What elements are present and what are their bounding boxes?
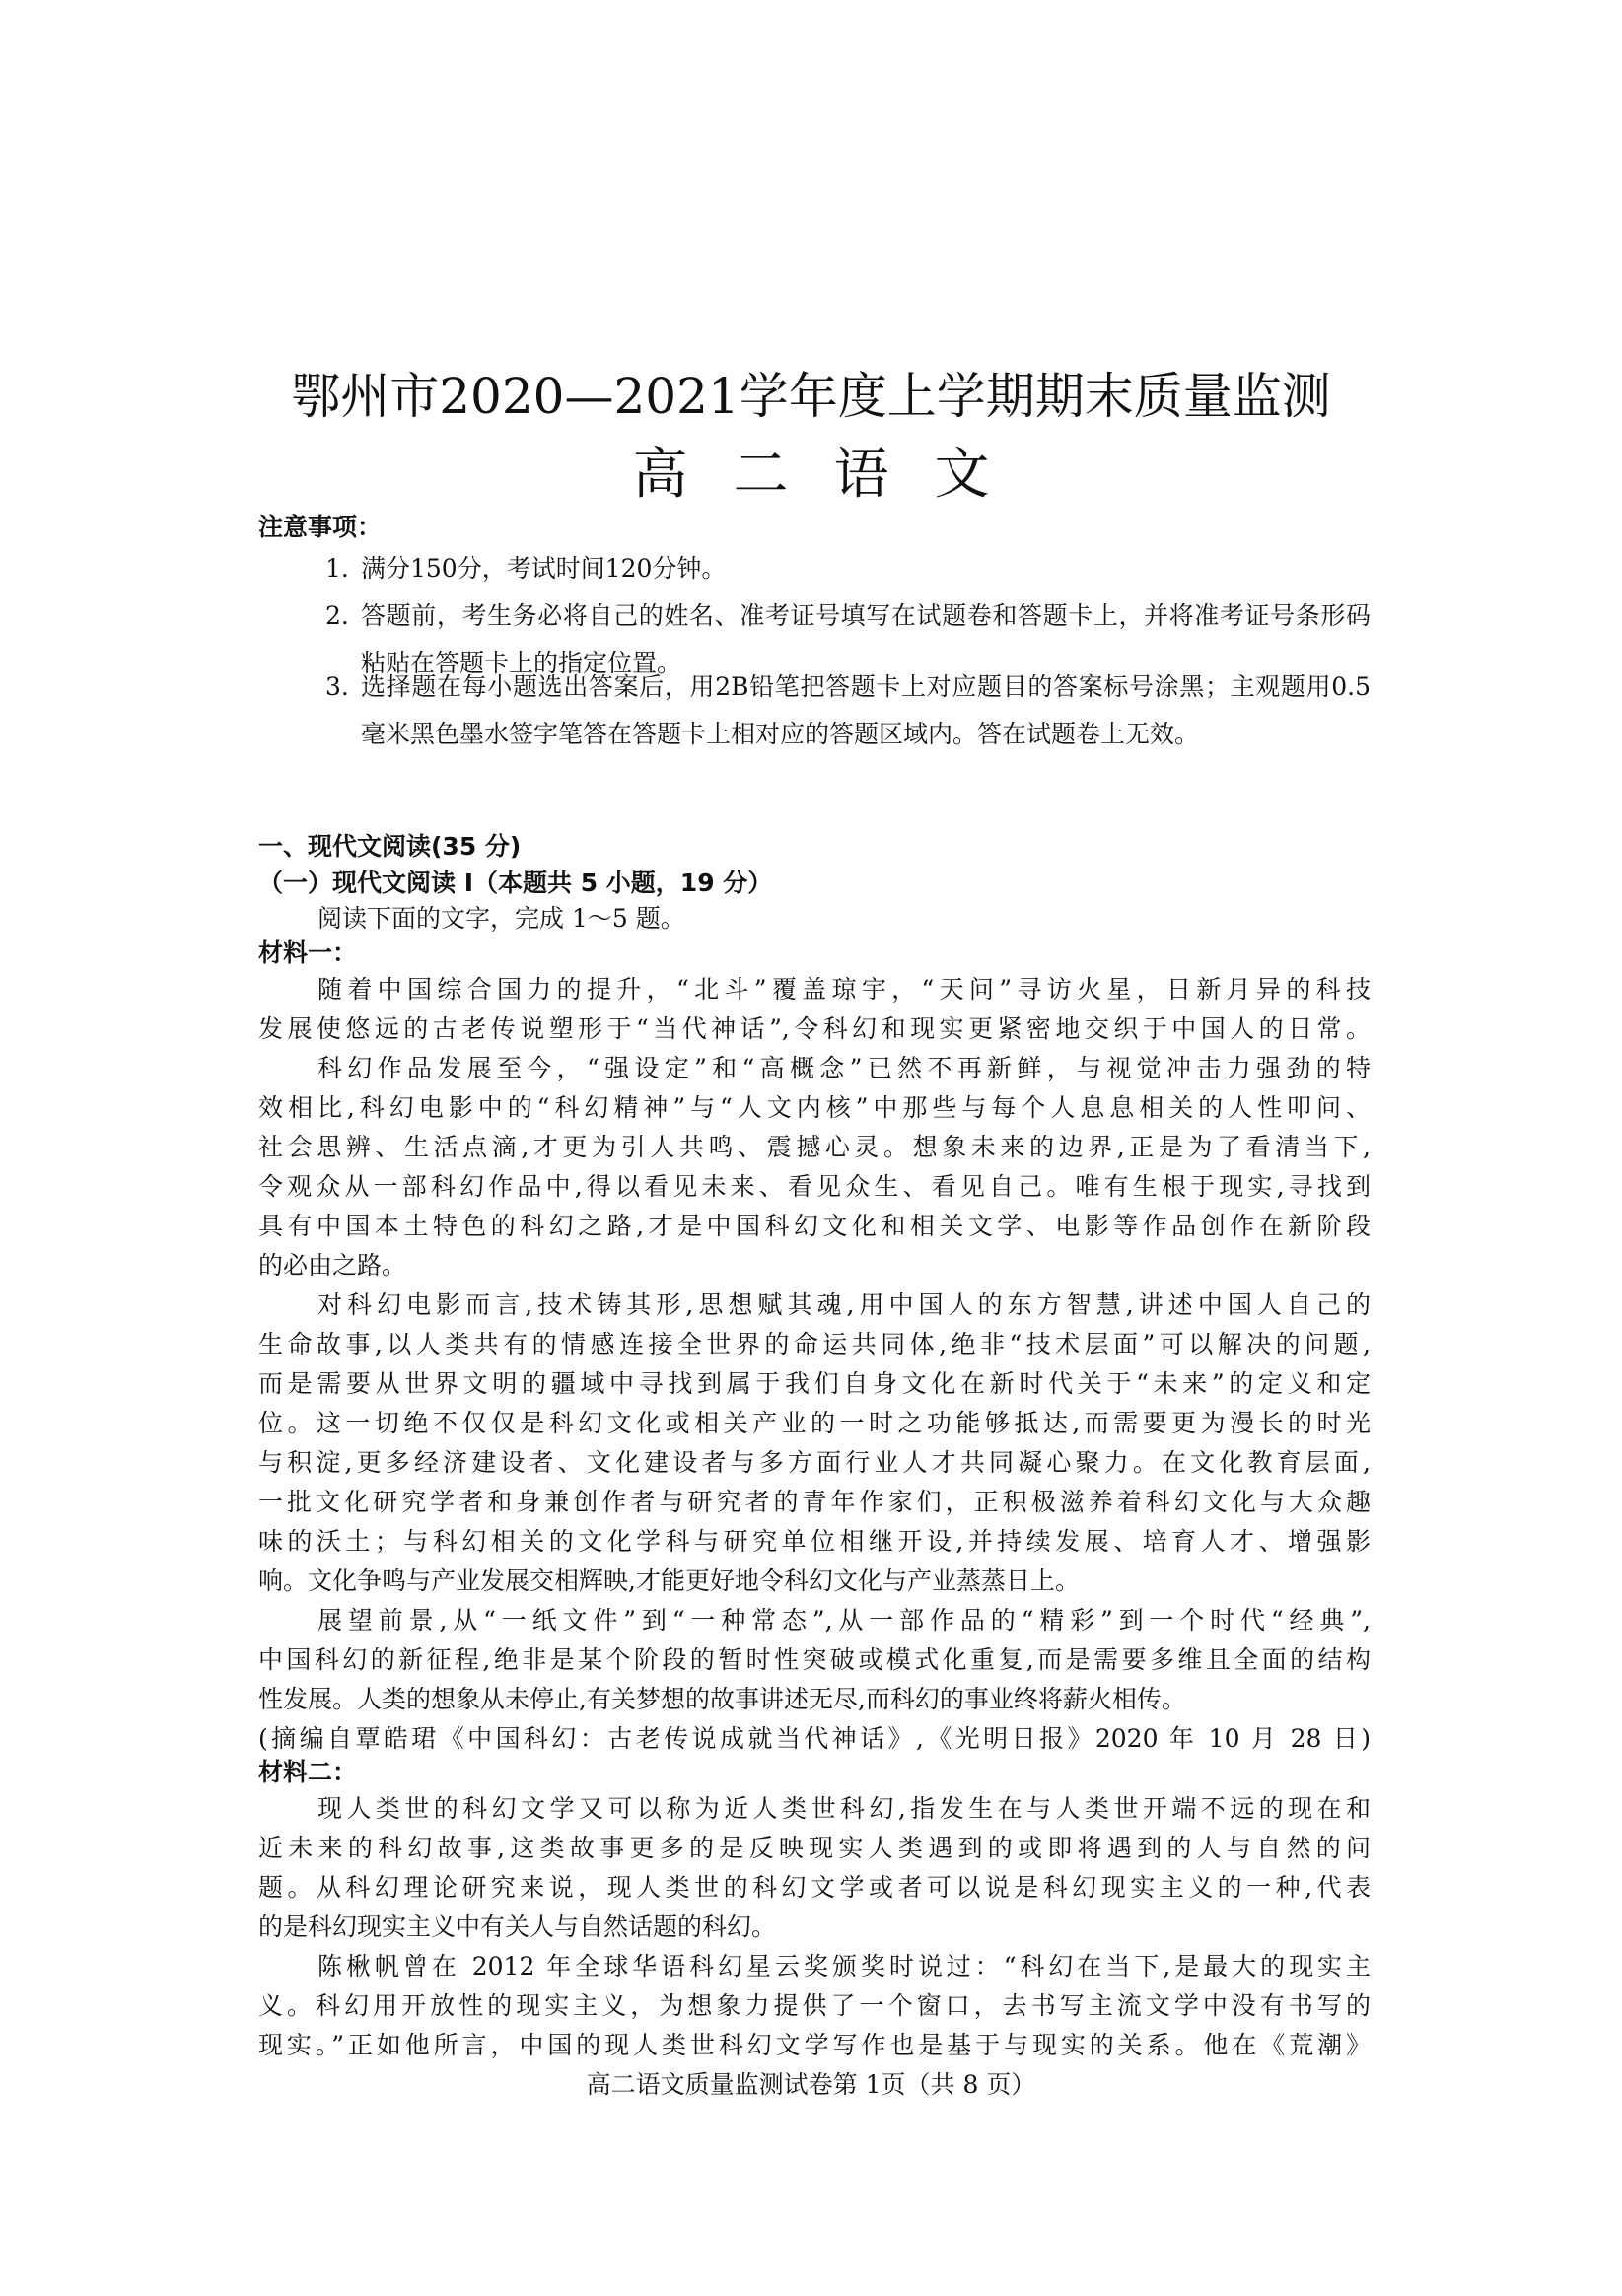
text-line: 令观众从一部科幻作品中,得以看见未来、看见众生、看见自己。唯有生根于现实,寻找到: [258, 1172, 1371, 1201]
notice-item: [325, 663, 1371, 758]
text-line: 味的沃土；与科幻相关的文化学科与研究单位相继开设,并持续发展、培育人才、增强影: [258, 1527, 1371, 1556]
material2-heading: 材料二：: [258, 1758, 358, 1786]
text-line: 与积淀,更多经济建设者、文化建设者与多方面行业人才共同凝心聚力。在文化教育层面,: [258, 1448, 1371, 1477]
text-line: 响。文化争鸣与产业发展交相辉映,才能更好地令科幻文化与产业蒸蒸日上。: [258, 1566, 1080, 1595]
text-line: 中国科幻的新征程,绝非是某个阶段的暂时性突破或模式化重复,而是需要多维且全面的结构: [258, 1645, 1371, 1674]
text-line: 现人类世的科幻文学又可以称为近人类世科幻,指发生在与人类世开端不远的现在和: [317, 1794, 1371, 1823]
text-line: 位。这一切绝不仅仅是科幻文化或相关产业的一时之功能够抵达,而需要更为漫长的时光: [258, 1409, 1371, 1437]
notice-item-number: 1.: [325, 554, 349, 583]
section-instruction: 阅读下面的文字，完成 1～5 题。: [317, 904, 685, 933]
text-line: 对科幻电影而言,技术铸其形,思想赋其魂,用中国人的东方智慧,讲述中国人自己的: [317, 1290, 1371, 1319]
text-line: 效相比,科幻电影中的“科幻精神”与“人文内核”中那些与每个人息息相关的人性叩问、: [258, 1093, 1371, 1122]
text-line: 随着中国综合国力的提升，“北斗”覆盖琼宇，“天问”寻访火星，日新月异的科技: [317, 975, 1371, 1004]
text-line: 义。科幻用开放性的现实主义，为想象力提供了一个窗口，去书写主流文学中没有书写的: [258, 1991, 1371, 2020]
text-line: 科幻作品发展至今，“强设定”和“高概念”已然不再新鲜，与视觉冲击力强劲的特: [317, 1054, 1371, 1082]
text-line: 社会思辨、生活点滴,才更为引人共鸣、震撼心灵。想象未来的边界,正是为了看清当下,: [258, 1133, 1371, 1161]
section-heading: 一、现代文阅读(35 分): [258, 832, 522, 861]
text-line: 题。从科幻理论研究来说，现人类世的科幻文学或者可以说是科幻现实主义的一种,代表: [258, 1873, 1371, 1902]
text-line: 而是需要从世界文明的疆域中寻找到属于我们自身文化在新时代关于“未来”的定义和定: [258, 1369, 1371, 1398]
page-footer: 高二语文质量监测试卷第 1页（共 8 页）: [586, 2070, 1036, 2099]
text-line: 生命故事,以人类共有的情感连接全世界的命运共同体,绝非“技术层面”可以解决的问题,: [258, 1330, 1371, 1358]
exam-subject: 高二语文: [632, 443, 1035, 507]
notice-heading: 注意事项：: [258, 513, 383, 541]
text-line: 的必由之路。: [258, 1251, 407, 1280]
text-line: 展望前景,从“一纸文件”到“一种常态”,从一部作品的“精彩”到一个时代“经典”,: [317, 1606, 1371, 1635]
text-line: 发展使悠远的古老传说塑形于“当代神话”,令科幻和现实更紧密地交织于中国人的日常。: [258, 1014, 1371, 1043]
material1-heading: 材料一：: [258, 939, 358, 967]
notice-item-text: 满分150分，考试时间120分钟。: [361, 554, 727, 583]
notice-item-number: 3.: [325, 672, 349, 701]
notice-item-text: 答题前，考生务必将自己的姓名、准考证号填写在试题卷和答题卡上，并将准考证号条形码粘贴在答题卡上的指定位置。: [361, 601, 1371, 677]
text-line: 近未来的科幻故事,这类故事更多的是反映现实人类遇到的或即将遇到的人与自然的问: [258, 1834, 1371, 1862]
notice-item: [325, 545, 1371, 592]
section-subheading: （一）现代文阅读 I（本题共 5 小题，19 分）: [258, 869, 773, 897]
notice-item-text: 选择题在每小题选出答案后，用2B铅笔把答题卡上对应题目的答案标号涂黑；主观题用0.5毫米黑色墨水签字笔答在答题卡上相对应的答题区域内。答在试题卷上无效。: [361, 672, 1371, 748]
exam-title: 鄂州市2020—2021学年度上学期期末质量监测: [291, 368, 1331, 425]
text-line: 性发展。人类的想象从未停止,有关梦想的故事讲述无尽,而科幻的事业终将薪火相传。: [258, 1685, 1186, 1713]
text-line: 陈楸帆曾在 2012 年全球华语科幻星云奖颁奖时说过：“科幻在当下,是最大的现实主: [317, 1952, 1371, 1981]
text-line: 具有中国本土特色的科幻之路,才是中国科幻文化和相关文学、电影等作品创作在新阶段: [258, 1212, 1371, 1240]
notice-item-number: 2.: [325, 601, 349, 630]
source-citation: (摘编自覃皓珺《中国科幻：古老传说成就当代神话》,《光明日报》2020 年 10 月 28 日): [258, 1724, 1371, 1753]
text-line: 一批文化研究学者和身兼创作者与研究者的青年作家们，正积极滋养着科幻文化与大众趣: [258, 1488, 1371, 1516]
text-line: 现实。”正如他所言，中国的现人类世科幻文学写作也是基于与现实的关系。他在《荒潮》: [258, 2031, 1371, 2059]
text-line: 的是科幻现实主义中有关人与自然话题的科幻。: [258, 1913, 777, 1941]
